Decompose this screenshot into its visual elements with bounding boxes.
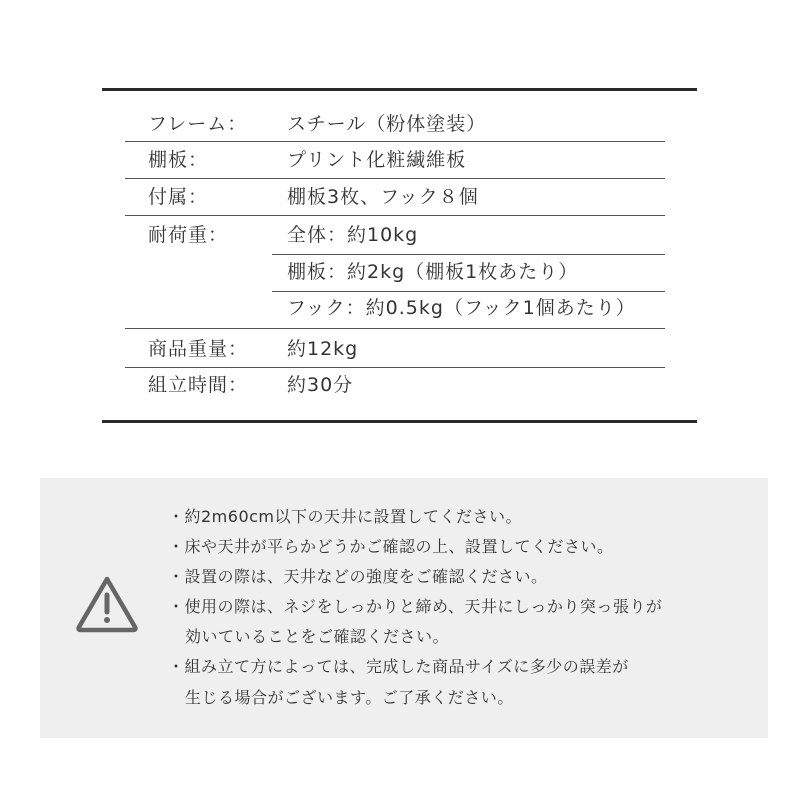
spec-value-load-total: 全体：約10kg <box>287 224 419 246</box>
notice-line: ・使用の際は、ネジをしっかりと締め、天井にしっかり突っ張りが <box>168 597 663 616</box>
spec-value-accessories: 棚板3枚、フック８個 <box>287 186 479 208</box>
sub-row-divider <box>272 254 665 255</box>
spec-label-accessories: 付属： <box>148 186 209 208</box>
spec-label-frame: フレーム： <box>148 113 248 135</box>
spec-label-weight: 商品重量： <box>148 338 249 360</box>
notice-line: 効いていることをご確認ください。 <box>185 627 450 646</box>
table-top-rule <box>102 88 697 91</box>
spec-label-assembly-time: 組立時間： <box>148 374 249 396</box>
notice-line: ・約2m60cm以下の天井に設置してください。 <box>168 507 523 526</box>
spec-value-load-hook: フック：約0.5kg（フック1個あたり） <box>287 297 636 319</box>
row-divider <box>125 328 665 329</box>
row-divider <box>125 141 665 142</box>
notice-line: ・床や天井が平らかどうかご確認の上、設置してください。 <box>168 537 614 556</box>
row-divider <box>125 367 665 368</box>
spec-label-load-capacity: 耐荷重： <box>148 224 229 246</box>
spec-value-assembly-time: 約30分 <box>287 374 354 396</box>
table-bottom-rule <box>102 420 697 423</box>
sub-row-divider <box>272 291 665 292</box>
notice-line: ・組み立て方によっては、完成した商品サイズに多少の誤差が <box>168 657 629 676</box>
row-divider <box>125 178 665 179</box>
notice-line: 生じる場合がございます。ご了承ください。 <box>185 688 514 707</box>
spec-value-shelf: プリント化粧繊維板 <box>287 149 467 171</box>
spec-label-shelf: 棚板： <box>148 149 209 171</box>
spec-value-frame: スチール（粉体塗装） <box>287 113 487 135</box>
spec-value-load-shelf: 棚板：約2kg（棚板1枚あたり） <box>287 261 579 283</box>
warning-triangle-icon <box>75 575 139 633</box>
row-divider <box>125 215 665 216</box>
spec-value-weight: 約12kg <box>287 338 359 360</box>
notice-line: ・設置の際は、天井などの強度をご確認ください。 <box>168 567 548 586</box>
